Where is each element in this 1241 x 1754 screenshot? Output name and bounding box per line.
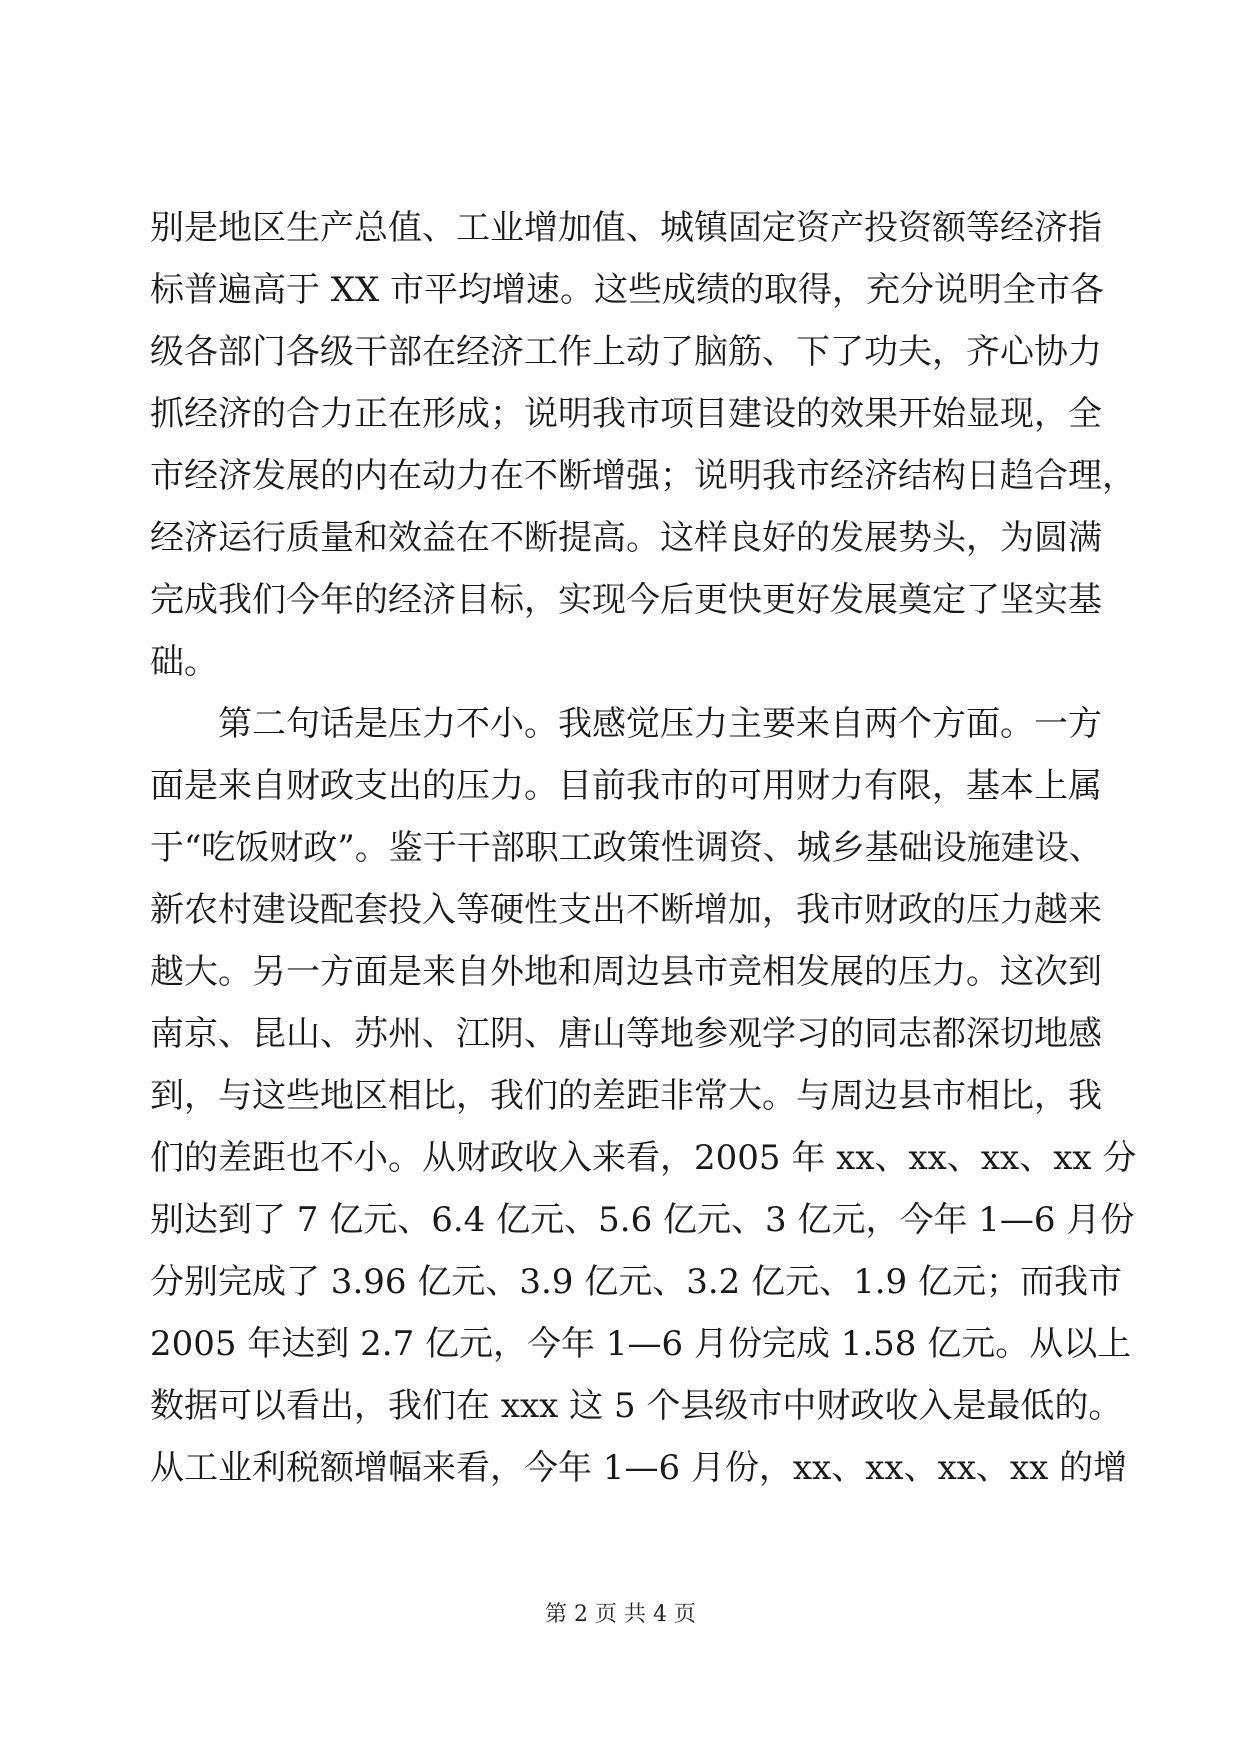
- text-line: 越大。另一方面是来自外地和周边县市竞相发展的压力。这次到: [150, 952, 1102, 992]
- text-line: 分别完成了 3.96 亿元、3.9 亿元、3.2 亿元、1.9 亿元；而我市: [150, 1262, 1122, 1302]
- text-line: 完成我们今年的经济目标，实现今后更快更好发展奠定了坚实基: [150, 580, 1102, 620]
- text-line: 抓经济的合力正在形成；说明我市项目建设的效果开始显现，全: [150, 394, 1102, 434]
- text-line: 2005 年达到 2.7 亿元，今年 1—6 月份完成 1.58 亿元。从以上: [150, 1324, 1132, 1364]
- paragraph-first-line: 第二句话是压力不小。我感觉压力主要来自两个方面。一方: [218, 704, 1102, 744]
- text-line: 新农村建设配套投入等硬性支出不断增加，我市财政的压力越来: [150, 890, 1102, 930]
- text-line: 面是来自财政支出的压力。目前我市的可用财力有限，基本上属: [150, 766, 1102, 806]
- text-line: 从工业利税额增幅来看，今年 1—6 月份，xx、xx、xx、xx 的增: [150, 1448, 1128, 1488]
- text-line: 别是地区生产总值、工业增加值、城镇固定资产投资额等经济指: [150, 208, 1102, 248]
- text-line: 到，与这些地区相比，我们的差距非常大。与周边县市相比，我: [150, 1076, 1102, 1116]
- text-line: 于“吃饭财政”。鉴于干部职工政策性调资、城乡基础设施建设、: [150, 828, 1103, 868]
- text-line: 数据可以看出，我们在 xxx 这 5 个县级市中财政收入是最低的。: [150, 1386, 1123, 1426]
- text-line: 市经济发展的内在动力在不断增强；说明我市经济结构日趋合理，: [150, 456, 1136, 496]
- text-line: 南京、昆山、苏州、江阴、唐山等地参观学习的同志都深切地感: [150, 1014, 1102, 1054]
- text-line: 标普遍高于 XX 市平均增速。这些成绩的取得，充分说明全市各: [150, 270, 1105, 310]
- text-line: 别达到了 7 亿元、6.4 亿元、5.6 亿元、3 亿元，今年 1—6 月份: [150, 1200, 1135, 1240]
- text-line: 们的差距也不小。从财政收入来看，2005 年 xx、xx、xx、xx 分: [150, 1138, 1137, 1178]
- text-line: 级各部门各级干部在经济工作上动了脑筋、下了功夫，齐心协力: [150, 332, 1102, 372]
- text-line: 经济运行质量和效益在不断提高。这样良好的发展势头，为圆满: [150, 518, 1102, 558]
- text-line: 础。: [150, 642, 218, 682]
- page-number-footer: 第 2 页 共 4 页: [545, 1602, 696, 1627]
